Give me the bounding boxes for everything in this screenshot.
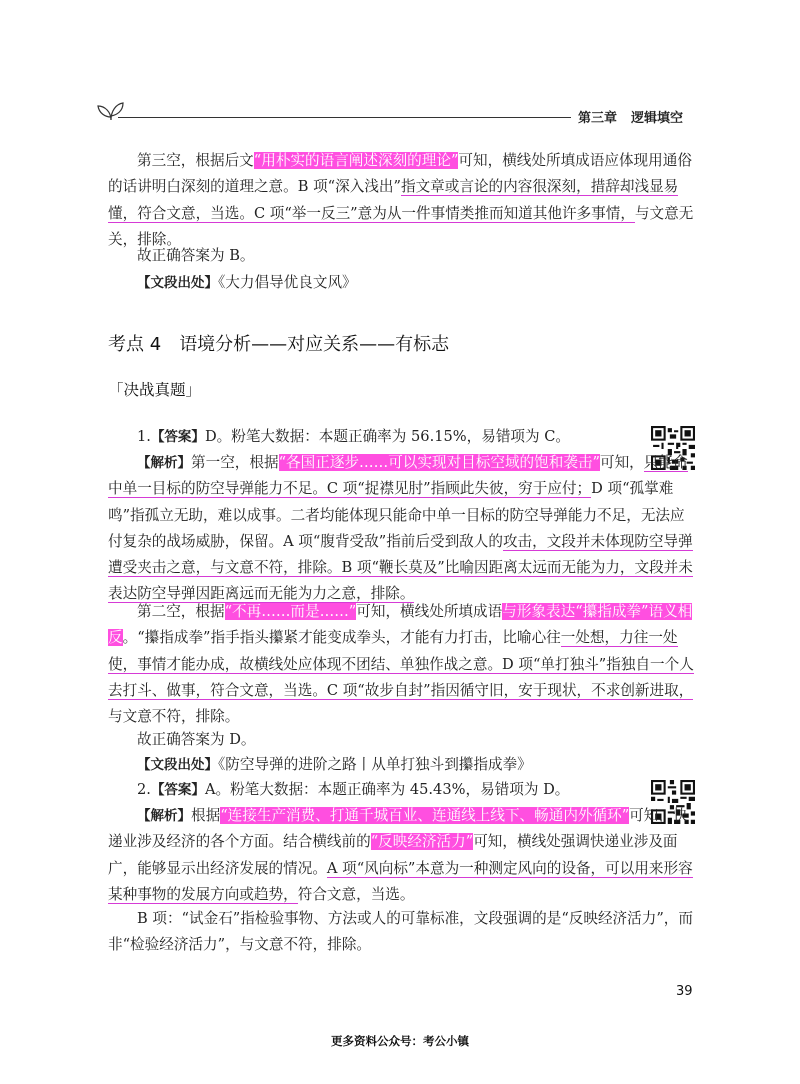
q1-source-line: 【文段出处】《防空导弹的进阶之路丨从单打独斗到攥指成拳》 [137,756,532,773]
q1-analysis-first-blank: 【解析】第一空，根据“各国正逐步……可以实现对目标空域的饱和袭击”可知，只能命中单一目标的防空导弹能力不足。C 项“捉襟见肘”指顾此失彼，穷于应付；D 项“孤掌难鸣”指孤立无助，难以成事。二者均能体现只能命中单一目标的防空导弹能力不足，无法应付复杂的战场威胁，保留。A 项“腹背受敌”指前后受到敌人的攻击，文段并未体现防空导弹遭受夹击之意，与文意不符，排除。B 项“鞭长莫及”比喻因距离太远而无能为力，文段并未表达防空导弹因距离远而无能为力之意，排除。 [108,454,693,603]
page-number: 39 [676,984,693,999]
chapter-header [578,107,683,126]
header-rule [118,117,571,118]
q2-option-b: B 项：“试金石”指检验事物、方法或人的可靠标准，文段强调的是“反映经济活力”，而非“检验经济活力”，与文意不符，排除。 [108,910,693,954]
footer-text: 更多资料公众号：考公小镇 [331,1034,469,1048]
q1-answer: 1.【答案】D。粉笔大数据：本题正确率为 56.15%，易错项为 C。 [137,428,571,445]
leaf-icon [96,100,126,122]
chapter-number: 第三章 [578,111,618,126]
source-line: 【文段出处】《大力倡导优良文风》 [137,274,357,291]
paragraph-third-blank: 第三空，根据后文“用朴实的语言阐述深刻的理论”可知，横线处所填成语应体现用通俗的话讲明白深刻的道理之意。B 项“深入浅出”指文章或言论的内容很深刻，措辞却浅显易懂，符合文意，当选。C 项“举一反三”意为从一件事情类推而知道其他许多事情，与文意无关，排除。 [108,152,694,248]
chapter-title: 逻辑填空 [631,111,684,126]
q2-analysis: 【解析】根据“连接生产消费、打通千城百业、连通线上线下、畅通内外循环”可知，快递业涉及经济的各个方面。结合横线前的“反映经济活力”可知，横线处强调快递业涉及面广，能够显示出经济发展的情况。A 项“风向标”本意为一种测定风向的设备，可以用来形容某种事物的发展方向或趋势，符合文意，当选。 [108,807,693,903]
section-heading: 考点 4 语境分析——对应关系——有标志 [108,334,450,355]
q1-analysis-second-blank: 第二空，根据“不再……而是……”可知，横线处所填成语与形象表达“攥指成拳”语义相反。“攥指成拳”指手指头攥紧才能变成拳头，才能有力打击，比喻心往一处想，力往一处使，事情才能办成，故横线处应体现不团结、单独作战之意。D 项“单打独斗”指独自一个人去打斗、做事，符合文意，当选。C 项“故步自封”指因循守旧，安于现状，不求创新进取，与文意不符，排除。 [108,603,694,726]
q2-answer: 2.【答案】A。粉笔大数据：本题正确率为 45.43%，易错项为 D。 [137,781,570,798]
q1-answer-final: 故正确答案为 D。 [137,731,256,748]
subsection-heading: 「决战真题」 [108,381,202,399]
answer-line: 故正确答案为 B。 [137,247,255,264]
